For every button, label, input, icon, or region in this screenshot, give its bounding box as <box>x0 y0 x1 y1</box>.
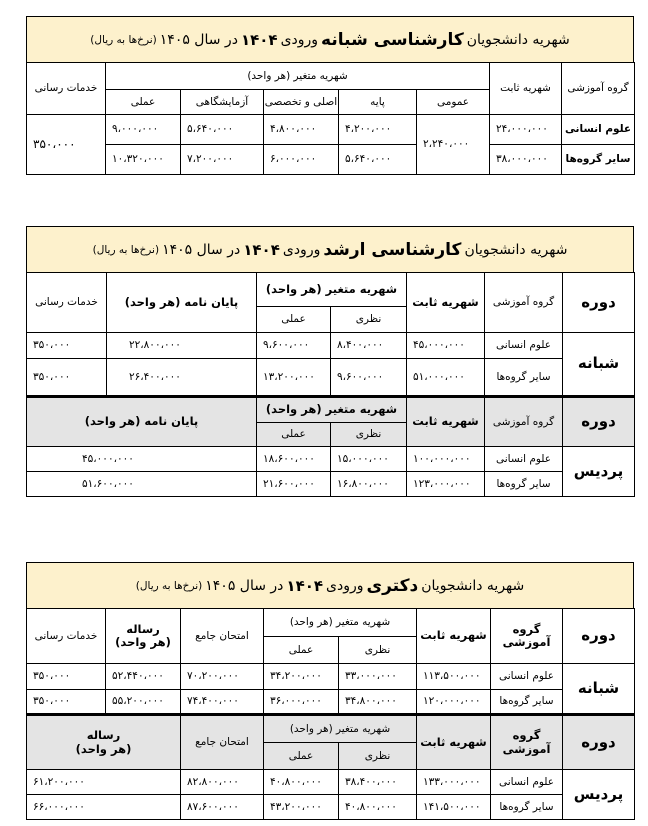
lab-cell: ۷،۲۰۰،۰۰۰ <box>181 145 264 175</box>
fixed-cell: ۱۳۳،۰۰۰،۰۰۰ <box>417 770 491 795</box>
practical-cell: ۳۶،۰۰۰،۰۰۰ <box>264 690 339 715</box>
doctorate-tuition-table <box>26 608 635 820</box>
header-period: دوره <box>563 397 635 447</box>
title-year: ۱۴۰۴ <box>243 240 280 259</box>
header-fixed: شهریه ثابت <box>407 397 485 447</box>
table-row <box>27 664 635 690</box>
title-in-year: در سال ۱۴۰۵ <box>159 31 238 48</box>
exam-cell: ۷۰،۲۰۰،۰۰۰ <box>181 664 264 690</box>
header-group: گروه آموزشی <box>485 273 563 333</box>
title-in-year: در سال ۱۴۰۵ <box>162 241 241 258</box>
thesis-cell: ۲۲،۸۰۰،۰۰۰ <box>107 333 257 359</box>
title-in-year: در سال ۱۴۰۵ <box>205 577 284 594</box>
masters-table-title <box>26 226 634 272</box>
practical-cell: ۴۳،۲۰۰،۰۰۰ <box>264 795 339 820</box>
group-cell: سایر گروه‌ها <box>491 795 563 820</box>
thesis-cell: ۵۲،۴۴۰،۰۰۰ <box>106 664 181 690</box>
header-theory: نظری <box>331 423 407 447</box>
table-row <box>27 472 635 497</box>
thesis-cell: ۴۵،۰۰۰،۰۰۰ <box>27 447 257 472</box>
bachelor-tuition-block <box>26 16 634 175</box>
fixed-cell: ۱۲۳،۰۰۰،۰۰۰ <box>407 472 485 497</box>
fixed-cell: ۵۱،۰۰۰،۰۰۰ <box>407 359 485 397</box>
practical-cell: ۹،۶۰۰،۰۰۰ <box>257 333 331 359</box>
title-prefix: شهریه دانشجویان <box>466 31 570 48</box>
table-row <box>27 795 635 820</box>
major-cell: ۴،۸۰۰،۰۰۰ <box>264 115 339 145</box>
header-lab: آزمایشگاهی <box>181 90 264 115</box>
fixed-cell: ۳۸،۰۰۰،۰۰۰ <box>490 145 562 175</box>
theory-cell: ۴۰،۸۰۰،۰۰۰ <box>339 795 417 820</box>
practical-cell: ۲۱،۶۰۰،۰۰۰ <box>257 472 331 497</box>
header-fixed: شهریه ثابت <box>417 715 491 770</box>
header-fixed: شهریه ثابت <box>407 273 485 333</box>
general-cell: ۲،۲۴۰،۰۰۰ <box>417 115 490 175</box>
bachelor-table-title <box>26 16 634 62</box>
title-degree: کارشناسی ارشد <box>323 239 462 260</box>
header-practical: عملی <box>257 423 331 447</box>
fixed-cell: ۱۲۰،۰۰۰،۰۰۰ <box>417 690 491 715</box>
title-prefix: شهریه دانشجویان <box>464 241 568 258</box>
table-row <box>27 145 635 175</box>
table-row <box>27 333 635 359</box>
period-shabane-label: شبانه <box>563 333 635 397</box>
header-fixed: شهریه ثابت <box>417 609 491 664</box>
header-group: گروه آموزشی <box>562 63 635 115</box>
title-prefix: شهریه دانشجویان <box>421 577 525 594</box>
header-period: دوره <box>563 273 635 333</box>
header-exam: امتحان جامع <box>181 715 264 770</box>
header-thesis <box>27 715 181 770</box>
table-row <box>27 690 635 715</box>
per-unit-label: (هر واحد) <box>115 635 171 649</box>
group-cell: سایر گروه‌ها <box>485 472 563 497</box>
exam-cell: ۸۲،۸۰۰،۰۰۰ <box>181 770 264 795</box>
theory-cell: ۳۳،۰۰۰،۰۰۰ <box>339 664 417 690</box>
practical-cell: ۱۰،۳۲۰،۰۰۰ <box>106 145 181 175</box>
masters-tuition-block <box>26 226 634 497</box>
table-row <box>27 115 635 145</box>
header-general: عمومی <box>417 90 490 115</box>
services-cell: ۳۵۰،۰۰۰ <box>27 115 106 175</box>
title-entry: ورودی <box>280 31 319 48</box>
header-exam: امتحان جامع <box>181 609 264 664</box>
header-practical: عملی <box>264 743 339 770</box>
practical-cell: ۴۰،۸۰۰،۰۰۰ <box>264 770 339 795</box>
table-row <box>27 359 635 397</box>
theory-cell: ۳۴،۸۰۰،۰۰۰ <box>339 690 417 715</box>
group-cell: علوم انسانی <box>491 770 563 795</box>
period-shabane-label: شبانه <box>563 664 635 715</box>
group-cell: علوم انسانی <box>491 664 563 690</box>
table-row <box>27 770 635 795</box>
services-cell: ۳۵۰،۰۰۰ <box>27 359 107 397</box>
header-variable: شهریه متغیر (هر واحد) <box>264 609 417 637</box>
group-cell: علوم انسانی <box>562 115 635 145</box>
lab-cell: ۵،۶۴۰،۰۰۰ <box>181 115 264 145</box>
thesis-label: رساله <box>86 728 121 743</box>
header-variable: شهریه متغیر (هر واحد) <box>106 63 490 90</box>
per-unit-label: (هر واحد) <box>75 741 132 756</box>
theory-cell: ۱۵،۰۰۰،۰۰۰ <box>331 447 407 472</box>
header-services: خدمات رسانی <box>27 273 107 333</box>
header-period: دوره <box>563 715 635 770</box>
header-period: دوره <box>563 609 635 664</box>
title-entry: ورودی <box>326 577 364 594</box>
group-cell: سایر گروه‌ها <box>562 145 635 175</box>
thesis-cell: ۲۶،۴۰۰،۰۰۰ <box>107 359 257 397</box>
services-cell: ۳۵۰،۰۰۰ <box>27 664 106 690</box>
major-cell: ۶،۰۰۰،۰۰۰ <box>264 145 339 175</box>
base-cell: ۴،۲۰۰،۰۰۰ <box>339 115 417 145</box>
fixed-cell: ۱۰۰،۰۰۰،۰۰۰ <box>407 447 485 472</box>
exam-cell: ۷۴،۴۰۰،۰۰۰ <box>181 690 264 715</box>
doctorate-tuition-block <box>26 562 634 820</box>
fixed-cell: ۴۵،۰۰۰،۰۰۰ <box>407 333 485 359</box>
header-practical: عملی <box>264 637 339 664</box>
thesis-cell: ۶۱،۲۰۰،۰۰۰ <box>27 770 181 795</box>
fixed-cell: ۱۱۳،۵۰۰،۰۰۰ <box>417 664 491 690</box>
thesis-label: رساله <box>126 621 160 636</box>
base-cell: ۵،۶۴۰،۰۰۰ <box>339 145 417 175</box>
group-cell: سایر گروه‌ها <box>491 690 563 715</box>
title-degree: کارشناسی شبانه <box>321 29 464 50</box>
header-group: گروه آموزشی <box>491 609 563 664</box>
theory-cell: ۸،۴۰۰،۰۰۰ <box>331 333 407 359</box>
group-cell: علوم انسانی <box>485 333 563 359</box>
header-variable: شهریه متغیر (هر واحد) <box>257 397 407 423</box>
period-pardis-label: پردیس <box>563 447 635 497</box>
header-thesis: پایان نامه (هر واحد) <box>27 397 257 447</box>
table-row <box>27 447 635 472</box>
group-cell: سایر گروه‌ها <box>485 359 563 397</box>
header-theory: نظری <box>331 307 407 333</box>
group-cell: علوم انسانی <box>485 447 563 472</box>
theory-cell: ۱۶،۸۰۰،۰۰۰ <box>331 472 407 497</box>
header-base: پایه <box>339 90 417 115</box>
practical-cell: ۱۸،۶۰۰،۰۰۰ <box>257 447 331 472</box>
header-group: گروه آموزشی <box>485 397 563 447</box>
header-group: گروه آموزشی <box>491 715 563 770</box>
header-variable: شهریه متغیر (هر واحد) <box>264 715 417 743</box>
title-year: ۱۴۰۴ <box>240 30 278 49</box>
header-practical: عملی <box>257 307 331 333</box>
header-services: خدمات رسانی <box>27 609 106 664</box>
fixed-cell: ۲۴،۰۰۰،۰۰۰ <box>490 115 562 145</box>
title-currency-note: (نرخ‌ها به ریال) <box>90 33 157 46</box>
header-theory: نظری <box>339 743 417 770</box>
masters-tuition-table <box>26 272 635 497</box>
title-degree: دکتری <box>366 575 419 596</box>
header-theory: نظری <box>339 637 417 664</box>
title-currency-note: (نرخ‌ها به ریال) <box>92 243 160 256</box>
practical-cell: ۱۳،۲۰۰،۰۰۰ <box>257 359 331 397</box>
header-major: اصلی و تخصصی <box>264 90 339 115</box>
practical-cell: ۹،۰۰۰،۰۰۰ <box>106 115 181 145</box>
exam-cell: ۸۷،۶۰۰،۰۰۰ <box>181 795 264 820</box>
header-thesis: پایان نامه (هر واحد) <box>107 273 257 333</box>
theory-cell: ۹،۶۰۰،۰۰۰ <box>331 359 407 397</box>
title-currency-note: (نرخ‌ها به ریال) <box>135 579 203 592</box>
practical-cell: ۳۴،۲۰۰،۰۰۰ <box>264 664 339 690</box>
header-practical: عملی <box>106 90 181 115</box>
fixed-cell: ۱۴۱،۵۰۰،۰۰۰ <box>417 795 491 820</box>
header-thesis <box>106 609 181 664</box>
header-variable: شهریه متغیر (هر واحد) <box>257 273 407 307</box>
header-services: خدمات رسانی <box>27 63 106 115</box>
bachelor-tuition-table <box>26 62 635 175</box>
theory-cell: ۳۸،۴۰۰،۰۰۰ <box>339 770 417 795</box>
title-year: ۱۴۰۴ <box>286 576 324 595</box>
services-cell: ۳۵۰،۰۰۰ <box>27 690 106 715</box>
header-fixed: شهریه ثابت <box>490 63 562 115</box>
services-cell: ۳۵۰،۰۰۰ <box>27 333 107 359</box>
doctorate-table-title <box>26 562 634 608</box>
thesis-cell: ۶۶،۰۰۰،۰۰۰ <box>27 795 181 820</box>
thesis-cell: ۵۵،۲۰۰،۰۰۰ <box>106 690 181 715</box>
thesis-cell: ۵۱،۶۰۰،۰۰۰ <box>27 472 257 497</box>
title-entry: ورودی <box>282 241 321 258</box>
period-pardis-label: پردیس <box>563 770 635 820</box>
